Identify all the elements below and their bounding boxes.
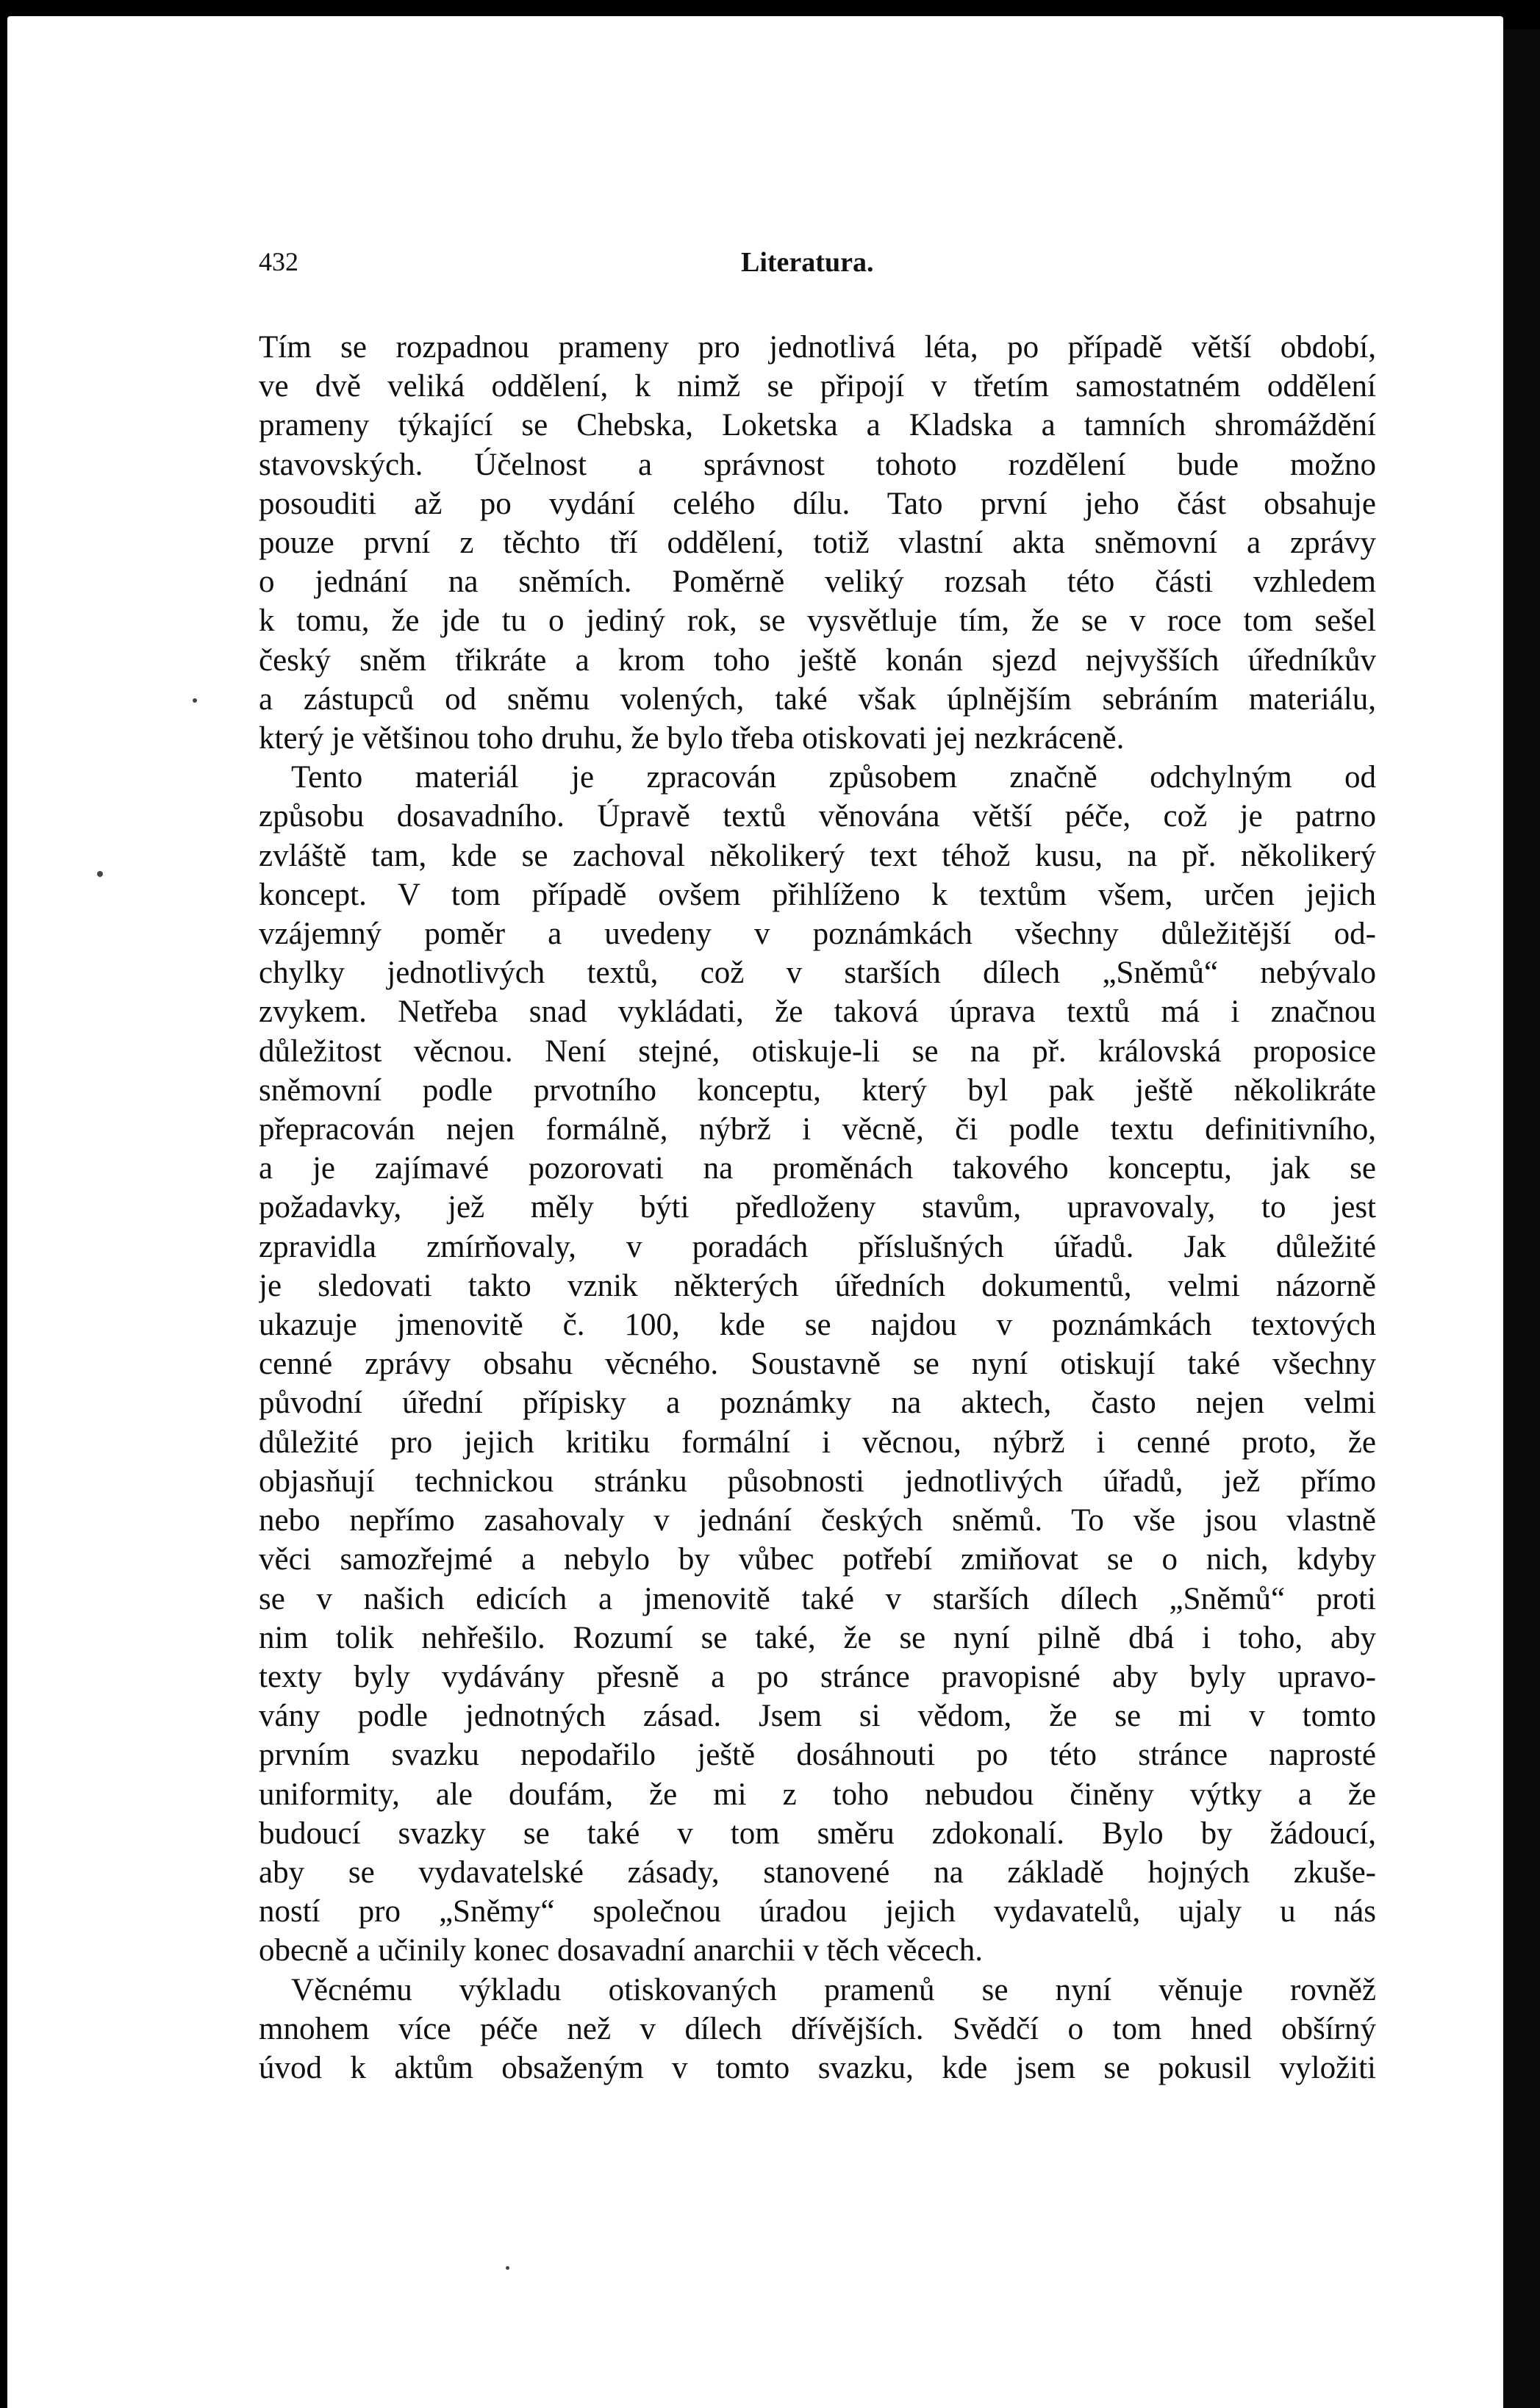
text-line: cenné zprávy obsahu věcného. Soustavně se nyní otiskují také všechny [259,1347,1376,1382]
text-line: o jednání na sněmích. Poměrně veliký rozsah této části vzhledem [259,565,1376,600]
paragraph [259,1971,1376,2088]
text-line: požadavky, jež měly býti předloženy stavům, upravovaly, to jest [259,1190,1376,1225]
text-line: přepracován nejen formálně, nýbrž i věcně, či podle textu definitivního, [259,1112,1376,1147]
text-line: posouditi až po vydání celého dílu. Tato první jeho část obsahuje [259,486,1376,521]
text-line: ností pro „Sněmy“ společnou úradou jejich vydavatelů, ujaly u nás [259,1894,1376,1929]
paragraph [259,328,1376,758]
text-line: aby se vydavatelské zásady, stanovené na základě hojných zkuše- [259,1855,1376,1890]
text-line: prvním svazku nepodařilo ještě dosáhnouti po této stránce naprosté [259,1738,1376,1773]
text-line: nebo nepřímo zasahovaly v jednání českých sněmů. To vše jsou vlastně [259,1503,1376,1538]
text-line: vány podle jednotných zásad. Jsem si vědom, že se mi v tomto [259,1699,1376,1734]
text-line: uniformity, ale doufám, že mi z toho nebudou činěny výtky a že [259,1777,1376,1812]
text-line: stavovských. Účelnost a správnost tohoto rozdělení bude možno [259,447,1376,482]
text-line: vzájemný poměr a uvedeny v poznámkách všechny důležitější od- [259,917,1376,952]
text-line: ukazuje jmenovitě č. 100, kde se najdou v poznámkách textových [259,1308,1376,1343]
text-line: úvod k aktům obsaženým v tomto svazku, kde jsem se pokusil vyložiti [259,2050,1376,2085]
text-line: Věcnému výkladu otiskovaných pramenů se nyní věnuje rovněž [291,1972,1376,2007]
text-line: objasňují technickou stránku působnosti jednotlivých úřadů, jež přímo [259,1463,1376,1499]
text-line: důležitost věcnou. Není stejné, otiskuje-li se na př. královská proposice [259,1033,1376,1069]
text-line: Tento materiál je zpracován způsobem značně odchylným od [291,760,1376,795]
text-line: zvykem. Netřeba snad vykládati, že taková úprava textů má i značnou [259,995,1376,1030]
paragraph [259,758,1376,1970]
text-line: koncept. V tom případě ovšem přihlíženo k textům všem, určen jejich [259,877,1376,912]
scan-speck [97,871,103,877]
text-line: ve dvě veliká oddělení, k nimž se připojí v třetím samostatném oddělení [259,369,1376,404]
text-line: Tím se rozpadnou prameny pro jednotlivá léta, po případě větší období, [259,330,1376,365]
page-header [259,246,1376,290]
text-line: nim tolik nehřešilo. Rozumí se také, že se nyní pilně dbá i toho, aby [259,1620,1376,1655]
text-line: mnohem více péče než v dílech dřívějších. Svědčí o tom hned obšírný [259,2011,1376,2046]
text-line: prameny týkající se Chebska, Loketska a Kladska a tamních shromáždění [259,408,1376,443]
scan-speck [193,698,197,703]
text-line: se v našich edicích a jmenovitě také v starších dílech „Sněmů“ proti [259,1581,1376,1616]
text-line: a zástupců od sněmu volených, také však úplnějším sebráním materiálu, [259,681,1376,717]
text-line: je sledovati takto vznik některých úředních dokumentů, velmi názorně [259,1268,1376,1303]
text-line: chylky jednotlivých textů, což v starších dílech „Sněmů“ nebývalo [259,956,1376,991]
scan-speck [506,2266,509,2270]
text-line: původní úřední přípisky a poznámky na aktech, často nejen velmi [259,1386,1376,1421]
text-line: zpravidla zmírňovaly, v poradách příslušných úřadů. Jak důležité [259,1229,1376,1264]
running-title: Literatura. [741,247,874,278]
text-line: důležité pro jejich kritiku formální i věcnou, nýbrž i cenné proto, že [259,1425,1376,1460]
text-line: zvláště tam, kde se zachoval několikerý text téhož kusu, na př. několikerý [259,838,1376,873]
text-line: způsobu dosavadního. Úpravě textů věnována větší péče, což je patrno [259,799,1376,834]
page-number: 432 [259,247,298,276]
text-line: k tomu, že jde tu o jediný rok, se vysvětluje tím, že se v roce tom sešel [259,603,1376,639]
text-line: který je většinou toho druhu, že bylo třeba otiskovati jej nezkráceně. [259,721,1125,756]
text-line: sněmovní podle prvotního konceptu, který byl pak ještě několikráte [259,1072,1376,1108]
text-line: český sněm třikráte a krom toho ještě konán sjezd nejvyšších úředníkův [259,642,1376,678]
text-line: obecně a učinily konec dosavadní anarchii v těch věcech. [259,1933,983,1968]
text-line: texty byly vydávány přesně a po stránce pravopisné aby byly upravo- [259,1659,1376,1694]
text-line: a je zajímavé pozorovati na proměnách takového konceptu, jak se [259,1151,1376,1186]
text-line: budoucí svazky se také v tom směru zdokonalí. Bylo by žádoucí, [259,1816,1376,1851]
body-text [259,328,1376,2088]
scan-shadow [1503,29,1540,2408]
text-line: věci samozřejmé a nebylo by vůbec potřebí zmiňovat se o nich, kdyby [259,1542,1376,1577]
text-line: pouze první z těchto tří oddělení, totiž vlastní akta sněmovní a zprávy [259,526,1376,561]
